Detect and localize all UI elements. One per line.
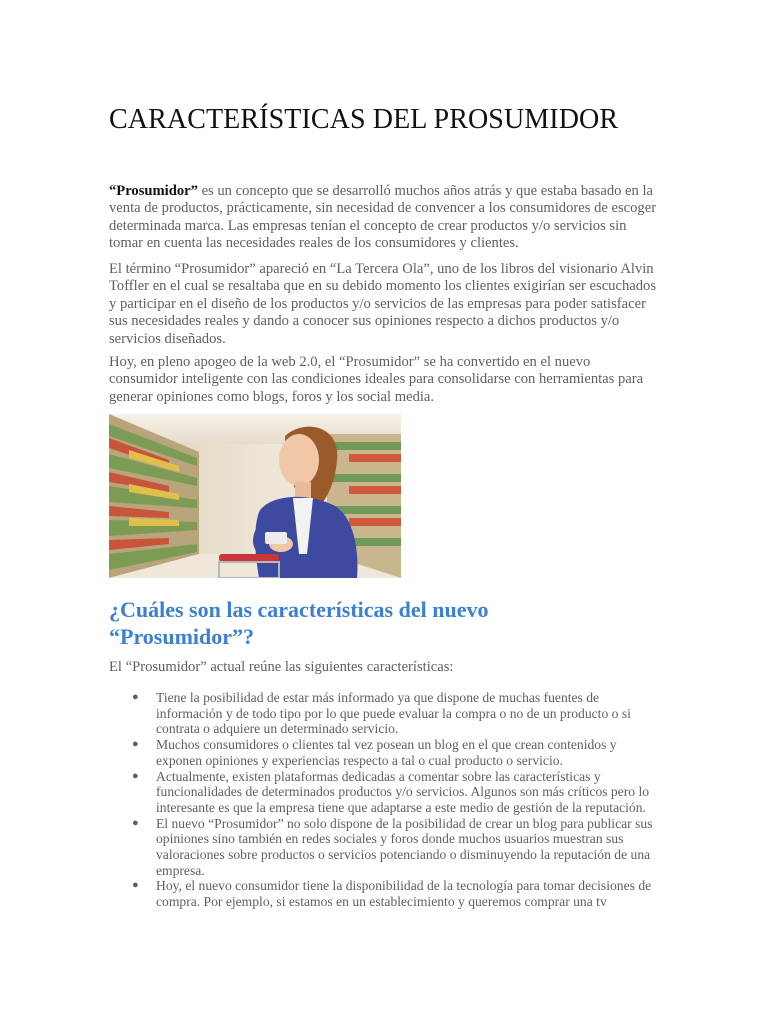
shopper-photo <box>109 414 401 578</box>
list-item <box>109 690 661 737</box>
list-item <box>109 737 661 768</box>
bullet-icon: ● <box>132 879 139 892</box>
paragraph-toffler: El término “Prosumidor” apareció en “La Tercera Ola”, uno de los libros del visionario Alvin Toffler en el cual se resaltaba que en su debido momento los clientes exigirían ser escuchados y participar en el diseño de los productos y/o servicios de las empresas para poder satisfacer sus necesidades reales y dando a conocer sus opiniones respecto a dichos productos y/o servicios diseñados. <box>109 261 657 347</box>
page-title: CARACTERÍSTICAS DEL PROSUMIDOR <box>109 104 619 135</box>
intro-bold-term: “Prosumidor” <box>109 183 198 199</box>
intro-paragraph <box>109 183 661 253</box>
bullet-icon: ● <box>132 816 139 829</box>
list-item-text: El nuevo “Prosumidor” no solo dispone de la posibilidad de crear un blog para publicar sus opiniones sino también en redes sociales y foros donde muchos usuarios muestran sus valoraciones sobre productos o servicios potenciando o disminuyendo la reputación de una empresa. <box>156 815 653 878</box>
bullet-icon: ● <box>132 691 139 703</box>
list-item <box>109 878 661 909</box>
paragraph-web20: Hoy, en pleno apogeo de la web 2.0, el “Prosumidor” se ha convertido en el nuevo consumidor inteligente con las condiciones ideales para consolidarse con herramientas para generar opiniones como blogs, foros y los social media. <box>109 354 644 405</box>
list-intro: El “Prosumidor” actual reúne las siguientes características: <box>109 659 454 675</box>
intro-text: es un concepto que se desarrolló muchos años atrás y que estaba basado en la venta de productos, prácticamente, sin necesidad de convencer a los consumidores de escoger determinada marca. Las empresas tenían el concepto de crear productos y/o servicios sin tomar en cuenta las necesidades reales de los consumidores y clientes. <box>109 183 657 252</box>
bullet-icon: ● <box>132 738 139 751</box>
list-item-text: Tiene la posibilidad de estar más informado ya que dispone de muchas fuentes de información y de todo tipo por lo que puede evaluar la compra o no de un producto o si contrata o adquiere un determinado servicio. <box>156 690 631 737</box>
list-item-text: Hoy, el nuevo consumidor tiene la disponibilidad de la tecnología para tomar decisiones de compra. Por ejemplo, si estamos en un establecimiento y queremos comprar una tv <box>156 878 652 910</box>
bullet-icon: ● <box>132 769 139 782</box>
characteristics-list <box>109 690 661 910</box>
list-item <box>109 769 661 816</box>
list-item <box>109 816 661 879</box>
section-subtitle: ¿Cuáles son las características del nuevo “Prosumidor”? <box>109 597 489 649</box>
list-item-text: Actualmente, existen plataformas dedicadas a comentar sobre las características y funcionalidades de determinados productos y/o servicios. Algunos son más críticos pero lo interesante es que la empresa tiene que adaptarse a este medio de gestión de la reputación. <box>156 768 650 815</box>
list-item-text: Muchos consumidores o clientes tal vez posean un blog en el que crean contenidos y exponen opiniones y experiencias respecto a tal o cual producto o servicio. <box>156 737 617 768</box>
